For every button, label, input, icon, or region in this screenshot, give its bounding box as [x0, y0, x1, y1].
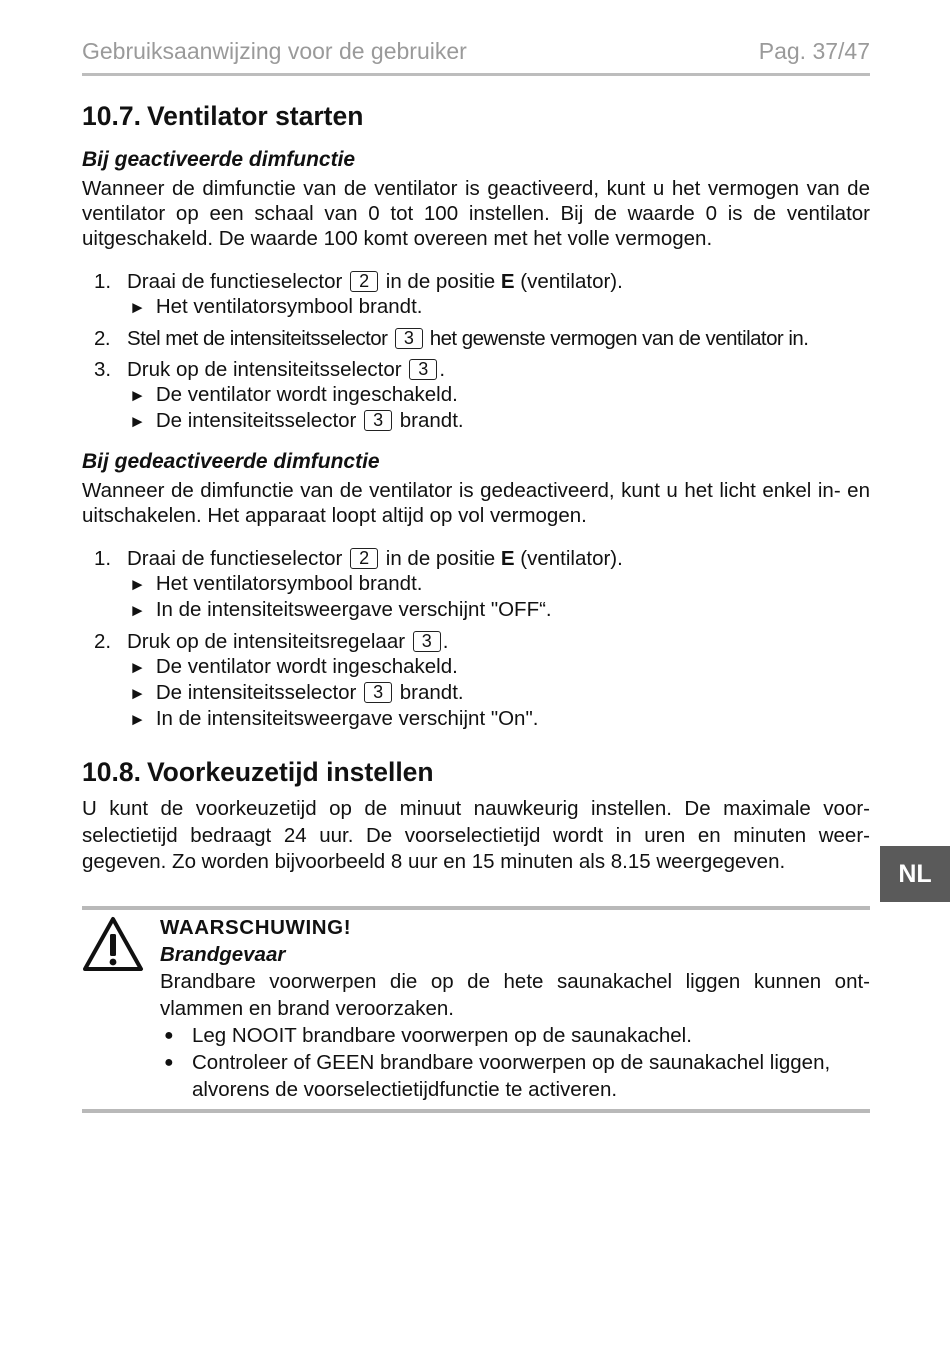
result-line: ► Het ventilatorsymbool brandt. [129, 295, 423, 318]
result-line: ► De ventilator wordt ingeschakeld. [129, 383, 458, 406]
warning-title: WAARSCHUWING! [160, 916, 352, 939]
step-item: 2. Stel met de intensiteitsselector 3 het gewenste vermogen van de ventilator in. [94, 327, 809, 350]
result-line: ► De intensiteitsselector 3 brandt. [129, 409, 464, 432]
result-line: ► In de intensiteitsweergave verschijnt "On". [129, 707, 539, 730]
result-line: ► In de intensiteitsweergave verschijnt "OFF“. [129, 598, 552, 621]
paragraph-deactivated: Wanneer de dimfunctie van de ventilator is gedeactiveerd, kunt u het licht enkel in- en uitschakelen. Het apparaat loopt altijd op vol vermogen. [82, 479, 870, 527]
page-number: Pag. 37/47 [758, 38, 870, 64]
warning-subtitle: Brandgevaar [160, 943, 286, 966]
page-content [82, 98, 870, 876]
result-arrow-icon: ► [129, 412, 146, 431]
header-divider [82, 73, 870, 76]
result-arrow-icon: ► [129, 575, 146, 594]
result-line: ► De ventilator wordt ingeschakeld. [129, 655, 458, 678]
result-line: ► Het ventilatorsymbool brandt. [129, 572, 423, 595]
reference-box: 3 [364, 410, 392, 431]
warning-triangle-icon [82, 916, 144, 972]
paragraph-preselection: U kunt de voorkeuzetijd op de minuut nauwkeurig instellen. De maximale voor-selectietijd bedraagt 24 uur. De voorselectietijd wordt in uren en minuten weer-gegeven. Zo worden bijvoorbeeld 8 uur en 15 minuten als 8.15 weergegeven. [82, 797, 870, 873]
language-tab: NL [880, 846, 950, 902]
reference-box: 3 [413, 631, 441, 652]
step-item: 3. Druk op de intensiteitsselector 3 . ► De ventilator wordt ingeschakeld. ► De intensiteitsselector 3 brandt. [82, 357, 870, 434]
reference-box: 3 [364, 682, 392, 703]
warning-box [82, 906, 870, 1113]
list-item: ● Controleer of GEEN brandbare voorwerpen op de saunakachel liggen, alvorens de voorselectietijdfunctie te activeren. [164, 1051, 831, 1101]
step-item: 1. Draai de functieselector 2 in de positie E (ventilator). ► Het ventilatorsymbool brandt. [82, 269, 870, 320]
bullet-icon: ● [164, 1054, 174, 1071]
result-line: ► De intensiteitsselector 3 brandt. [129, 681, 464, 704]
result-arrow-icon: ► [129, 684, 146, 703]
header-title: Gebruiksaanwijzing voor de gebruiker [82, 38, 467, 64]
subheading-deactivated: Bij gedeactiveerde dimfunctie [82, 450, 380, 473]
step-item: 1. Draai de functieselector 2 in de positie E (ventilator). ► Het ventilatorsymbool brandt. ► In de intensiteitsweergave verschijnt "OFF“. [82, 546, 870, 623]
reference-box: 2 [350, 548, 378, 569]
section-heading-10-7: 10.7. Ventilator starten [82, 101, 364, 131]
bullet-icon: ● [164, 1027, 174, 1044]
reference-box: 3 [395, 328, 423, 349]
step-item: 2. Druk op de intensiteitsregelaar 3 . ► De ventilator wordt ingeschakeld. ► De intensiteitsselector 3 brandt. ► In de intensiteitsweergave verschijnt "On". [82, 629, 870, 732]
reference-box: 3 [409, 359, 437, 380]
steps-deactivated [82, 546, 870, 732]
list-item: ● Leg NOOIT brandbare voorwerpen op de saunakachel. [164, 1024, 692, 1047]
result-arrow-icon: ► [129, 710, 146, 729]
subheading-activated: Bij geactiveerde dimfunctie [82, 148, 356, 171]
reference-box: 2 [350, 271, 378, 292]
warning-list [160, 1022, 870, 1103]
page-header [82, 38, 870, 68]
warning-text: Brandbare voorwerpen die op de hete saunakachel liggen kunnen ont-vlammen en brand veroorzaken. [160, 970, 870, 1020]
result-arrow-icon: ► [129, 658, 146, 677]
paragraph-activated: Wanneer de dimfunctie van de ventilator is geactiveerd, kunt u het vermogen van de ventilator op een schaal van 0 tot 100 instellen. Bij de waarde 0 is de ventilator uitgeschakeld. De waarde 100 komt overeen met het volle vermogen. [82, 177, 870, 250]
section-heading-10-8: 10.8. Voorkeuzetijd instellen [82, 757, 434, 787]
result-arrow-icon: ► [129, 601, 146, 620]
steps-activated [82, 269, 870, 434]
warning-bottom-rule [82, 1109, 870, 1113]
result-arrow-icon: ► [129, 386, 146, 405]
result-arrow-icon: ► [129, 298, 146, 317]
